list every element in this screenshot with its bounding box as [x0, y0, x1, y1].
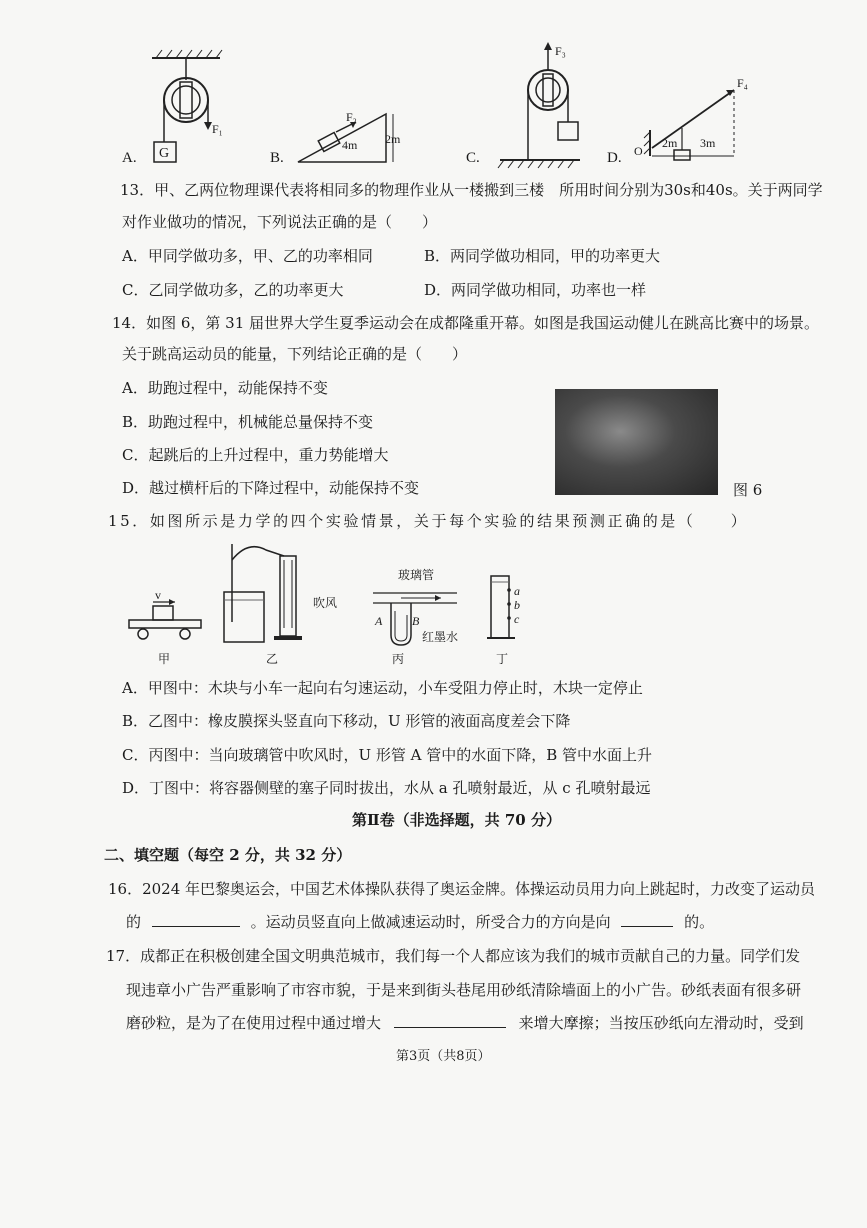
part2-title: 第Ⅱ卷（非选择题，共 70 分） — [352, 811, 561, 829]
q17-line-1: 17．成都正在积极创建全国文明典范城市，我们每一个人都应该为我们的城市贡献自己的力量。同学们发 — [106, 947, 801, 965]
figure-ding-label: 丁 — [496, 652, 509, 666]
figure-d-dist1-label: 2m — [662, 136, 678, 150]
q14-stem-1: 14．如图 6，第 31 届世界大学生夏季运动会在成都隆重开幕。如图是我国运动健儿在跳高比赛中的场景。 — [112, 314, 820, 332]
figure-jia-cart — [125, 590, 205, 640]
q15-option-a: A．甲图中：木块与小车一起向右匀速运动，小车受阻力停止时，木块一定停止 — [122, 679, 643, 697]
q14-option-a: A．助跑过程中，动能保持不变 — [122, 379, 328, 397]
q14-option-c: C．起跳后的上升过程中，重力势能增大 — [122, 446, 389, 464]
figure-jia-v-label: v — [155, 588, 161, 602]
q16-blank-1[interactable] — [152, 912, 240, 927]
figure-yi-pressure — [218, 540, 308, 645]
q15-option-d: D．丁图中：将容器侧壁的塞子同时拔出，水从 a 孔喷射最近，从 c 孔喷射最远 — [122, 779, 651, 797]
figure-bing-blow-label: 吹风 — [313, 596, 338, 610]
figure-d-lever — [640, 78, 750, 163]
q13-option-d: D．两同学做功相同，功率也一样 — [424, 281, 647, 299]
figure-d-force-label: F₄ — [737, 76, 748, 90]
figure-ding-c-label: c — [514, 612, 520, 626]
q17-line-2: 现违章小广告严重影响了市容市貌，于是来到街头巷尾用砂纸清除墙面上的小广告。砂纸表面有很多研 — [126, 981, 802, 999]
q15-stem: 15．如图所示是力学的四个实验情景，关于每个实验的结果预测正确的是（ ） — [108, 512, 749, 530]
q15-option-b: B．乙图中：橡皮膜探头竖直向下移动，U 形管的液面高度差会下降 — [122, 712, 571, 730]
q17-blank-1[interactable] — [394, 1013, 506, 1028]
figure-b-option: B. — [270, 150, 284, 166]
figure-d-option: D. — [607, 150, 622, 166]
figure-ding-a-label: a — [514, 584, 520, 598]
q17-line-3-b: 来增大摩擦；当按压砂纸向左滑动时，受到 — [518, 1014, 804, 1032]
q13-stem-2: 对作业做功的情况，下列说法正确的是（ ） — [122, 213, 438, 231]
q13-option-c: C．乙同学做功多，乙的功率更大 — [122, 281, 344, 299]
figure-bing-glass-label: 玻璃管 — [398, 568, 435, 582]
q14-option-b: B．助跑过程中，机械能总量保持不变 — [122, 413, 374, 431]
q13-option-a: A．甲同学做功多，甲、乙的功率相同 — [122, 247, 373, 265]
page-footer: 第3页（共8页） — [396, 1049, 491, 1064]
q17-line-3 — [126, 1013, 804, 1033]
q15-option-c: C．丙图中：当向玻璃管中吹风时，U 形管 A 管中的水面下降，B 管中水面上升 — [122, 746, 653, 764]
figure-a-option: A. — [122, 150, 137, 166]
figure-jia-label: 甲 — [158, 652, 171, 666]
figure-a-force-label: F₁ — [212, 122, 223, 136]
q16-line-1: 16．2024 年巴黎奥运会，中国艺术体操队获得了奥运金牌。体操运动员用力向上跳起时，力改变了运动员 — [108, 880, 816, 898]
figure-a-g-label: G — [159, 146, 170, 161]
section2-title: 二、填空题（每空 2 分，共 32 分） — [104, 846, 352, 864]
figure-yi-label: 乙 — [266, 652, 279, 666]
q16-line-2-c: 的。 — [684, 913, 715, 931]
figure-d-pivot-label: O — [634, 144, 643, 158]
figure-b-slope-label: 4m — [342, 138, 358, 152]
q16-line-2-b: 。运动员竖直向上做减速运动时，所受合力的方向是向 — [250, 913, 611, 931]
figure-a-pulley — [140, 40, 240, 170]
q17-line-3-a: 磨砂粒，是为了在使用过程中通过增大 — [126, 1014, 382, 1032]
figure-c-force-label: F₃ — [555, 44, 566, 58]
figure-c-option: C. — [466, 150, 480, 166]
figure-b-height-label: 2m — [385, 132, 401, 146]
figure-bing-label: 丙 — [392, 652, 405, 666]
q16-blank-2[interactable] — [621, 912, 673, 927]
q14-option-d: D．越过横杆后的下降过程中，动能保持不变 — [122, 479, 420, 497]
figure-bing-red-water-label: 红墨水 — [422, 630, 459, 644]
q13-option-b: B．两同学做功相同，甲的功率更大 — [424, 247, 661, 265]
figure-b-force-label: F₂ — [346, 110, 357, 124]
q16-line-2 — [126, 912, 714, 932]
q14-stem-2: 关于跳高运动员的能量，下列结论正确的是（ ） — [122, 345, 468, 363]
q13-stem-1: 13．甲、乙两位物理课代表将相同多的物理作业从一楼搬到三楼 所用时间分别为30s和40s。关于两同学 — [120, 181, 823, 199]
high-jump-photo — [555, 389, 718, 495]
figure-bing-b-label: B — [412, 614, 420, 628]
q16-line-2-a: 的 — [126, 913, 142, 931]
figure-ding-b-label: b — [514, 598, 520, 612]
figure-d-dist2-label: 3m — [700, 136, 716, 150]
figure-c-pulley — [490, 40, 600, 170]
figure-bing-a-label: A — [375, 614, 383, 628]
figure-6-caption: 图 6 — [733, 481, 763, 499]
